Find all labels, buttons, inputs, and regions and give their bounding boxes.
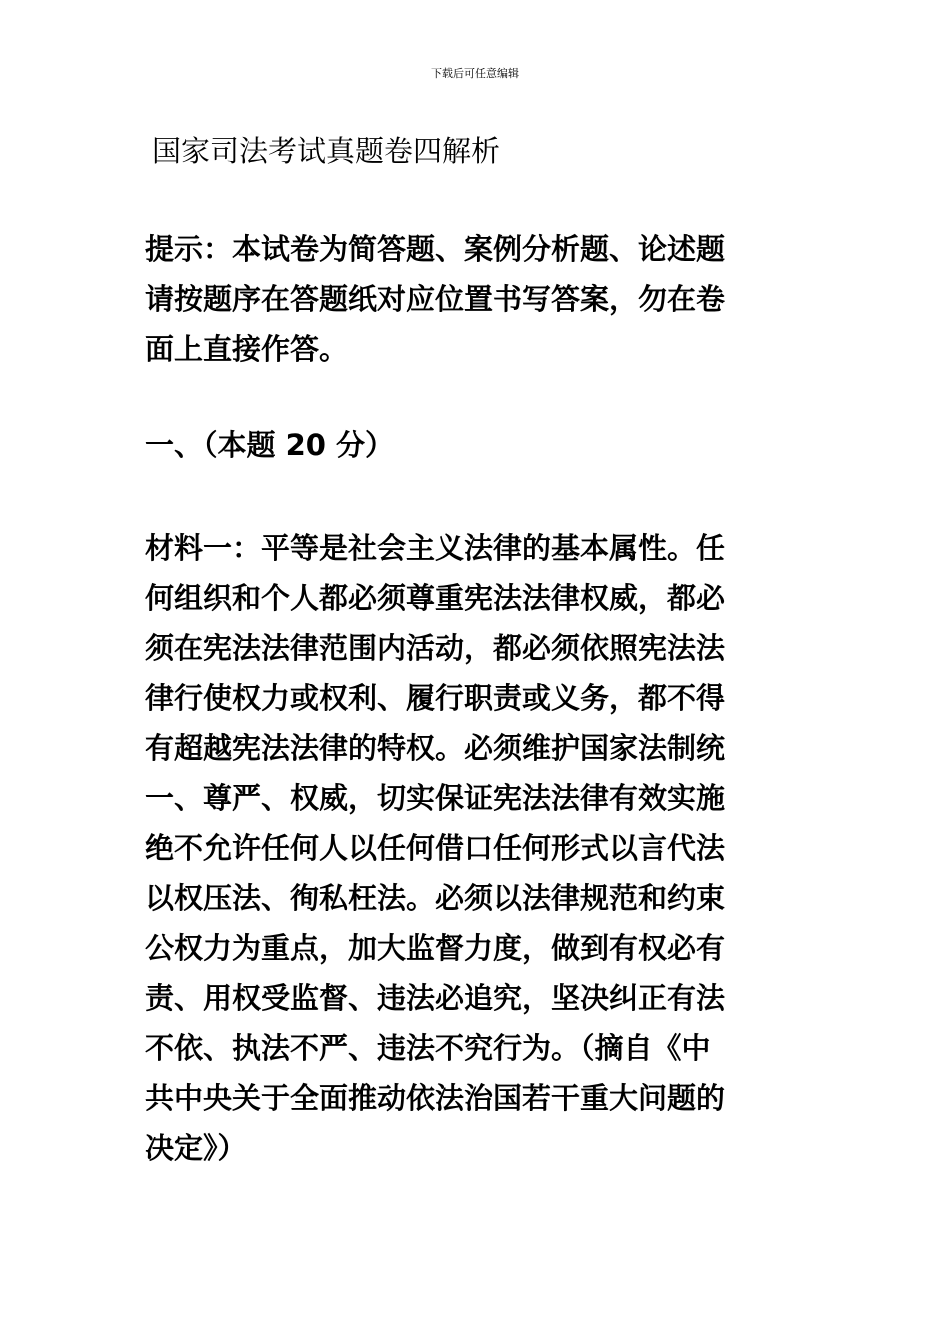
material-line: 不依、执法不严、违法不究行为。（摘自《中 — [145, 1031, 711, 1065]
page-header-note: 下载后可任意编辑 — [431, 67, 519, 80]
hint-line: 请按题序在答题纸对应位置书写答案，勿在卷 — [145, 282, 726, 316]
material-line: 律行使权力或权利、履行职责或义务，都不得 — [145, 681, 726, 715]
material-line: 责、用权受监督、违法必追究，坚决纠正有法 — [145, 981, 726, 1015]
material-line: 公权力为重点，加大监督力度，做到有权必有 — [145, 931, 726, 965]
hint-line: 提示：本试卷为简答题、案例分析题、论述题 — [145, 232, 726, 266]
material-line: 有超越宪法法律的特权。必须维护国家法制统 — [145, 731, 726, 765]
material-line: 须在宪法法律范围内活动，都必须依照宪法法 — [145, 631, 726, 665]
hint-line: 面上直接作答。 — [145, 332, 349, 366]
document-title: 国家司法考试真题卷四解析 — [152, 134, 501, 168]
material-line: 何组织和个人都必须尊重宪法法律权威，都必 — [145, 581, 726, 615]
material-line: 一、尊严、权威，切实保证宪法法律有效实施 — [145, 781, 726, 815]
material-line: 绝不允许任何人以任何借口任何形式以言代法 — [145, 831, 726, 865]
exam-hint — [145, 224, 815, 374]
material-line: 决定》） — [145, 1131, 247, 1165]
material-line: 材料一：平等是社会主义法律的基本属性。任 — [145, 531, 726, 565]
question-heading — [145, 420, 815, 470]
material-line: 共中央关于全面推动依法治国若干重大问题的 — [145, 1081, 726, 1115]
question-heading-text: 一、（本题 20 分） — [145, 428, 395, 462]
material-line: 以权压法、徇私枉法。必须以法律规范和约束 — [145, 881, 726, 915]
material-one — [145, 523, 815, 1173]
